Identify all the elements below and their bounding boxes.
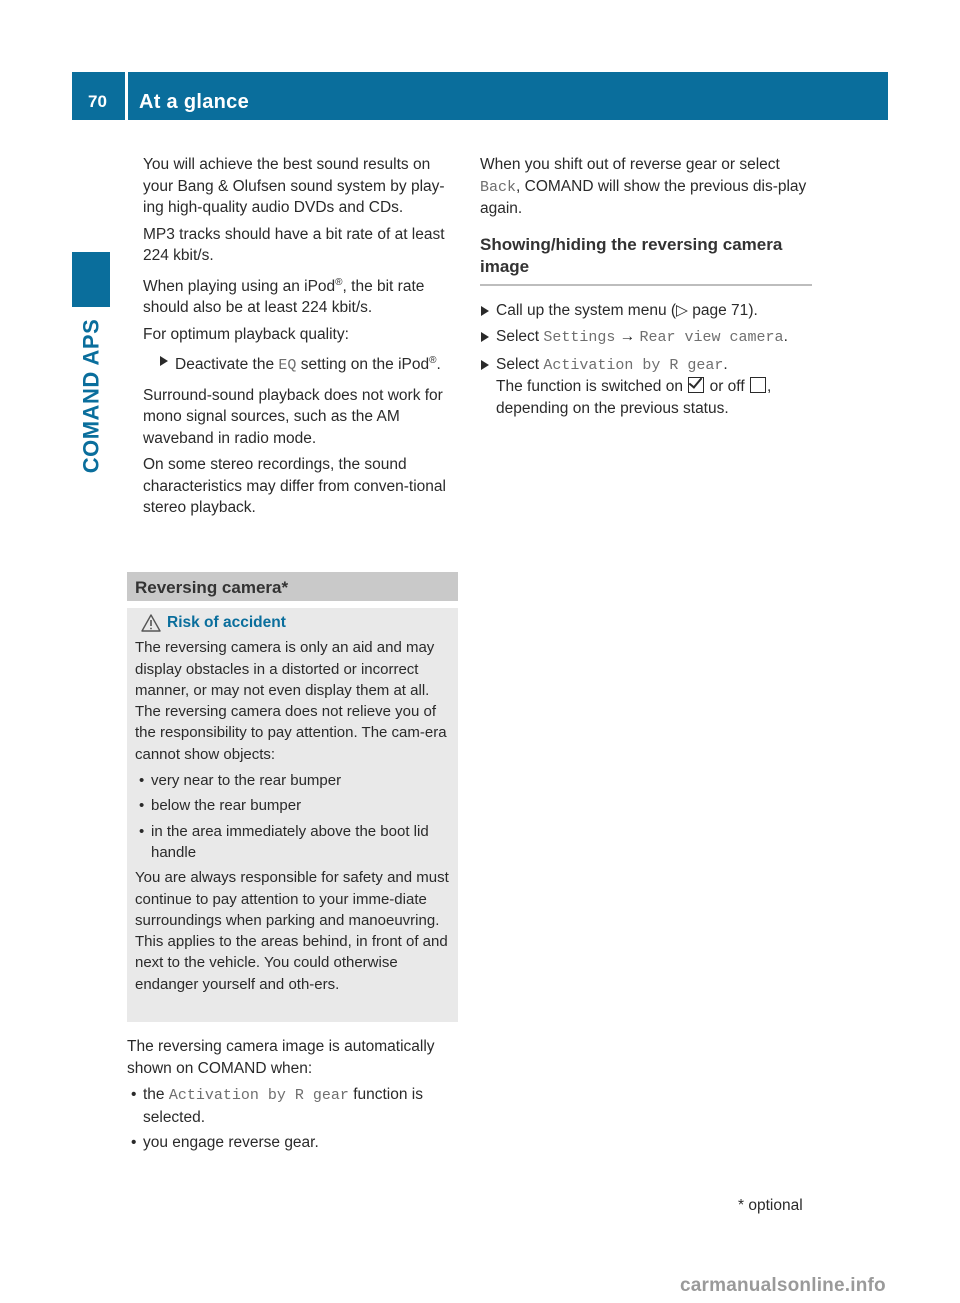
warning-text: You are always responsible for safety and must continue to pay attention to your imme-diate surroundings when parking and manoeuvring. This applies to the areas behind, in front of and next to the vehicle. You could otherwise endanger yourself and oth-ers. bbox=[135, 869, 449, 993]
page-reference: ▷ page 71 bbox=[676, 301, 749, 319]
paragraph: When playing using an iPod®, the bit rate should also be at least 224 kbit/s. bbox=[143, 276, 425, 317]
chapter-tab bbox=[72, 316, 110, 476]
instruction-step: Deactivate the EQ setting on the iPod®. bbox=[159, 350, 463, 377]
instruction-step: Select Activation by R gear. The function is switched on or off , depending on the previous status. bbox=[480, 354, 812, 420]
left-column-bottom bbox=[127, 1036, 462, 1158]
left-column bbox=[143, 154, 463, 524]
section-heading: Reversing camera* bbox=[127, 572, 458, 601]
list-item: • in the area immediately above the boot lid handle bbox=[135, 821, 451, 864]
list-item: • you engage reverse gear. bbox=[127, 1132, 462, 1154]
paragraph: You will achieve the best sound results on your Bang & Olufsen sound system by play-ing high-quality audio DVDs and CDs. bbox=[143, 156, 445, 216]
paragraph: The reversing camera image is automatically shown on COMAND when: bbox=[127, 1038, 435, 1077]
paragraph: Surround-sound playback does not work for mono signal sources, such as the AM waveband in radio mode. bbox=[143, 386, 443, 447]
list-item: • very near to the rear bumper bbox=[135, 770, 451, 791]
page-title: At a glance bbox=[139, 91, 249, 113]
paragraph: When you shift out of reverse gear or select Back, COMAND will show the previous dis-play again. bbox=[480, 156, 807, 217]
footnote: * optional bbox=[738, 1197, 803, 1214]
chapter-tab-marker bbox=[72, 252, 110, 307]
warning-text: The reversing camera is only an aid and may display obstacles in a distorted or incorrect manner, or may not even display them at all. The reversing camera does not relieve you of the responsibility to pay attention. The cam-era cannot show objects: bbox=[135, 639, 447, 763]
list-item: • the Activation by R gear function is selected. bbox=[127, 1084, 462, 1128]
header-divider bbox=[125, 72, 128, 120]
instruction-step: Call up the system menu (▷ page 71). bbox=[480, 300, 812, 322]
warning-box bbox=[127, 608, 458, 1022]
page-number: 70 bbox=[72, 72, 125, 120]
paragraph: On some stereo recordings, the sound characteristics may differ from conven-tional stereo playback. bbox=[143, 456, 446, 517]
chapter-tab-label: COMAND APS bbox=[78, 318, 104, 474]
right-column bbox=[480, 154, 812, 424]
subsection-heading: Showing/hiding the reversing camera image bbox=[480, 234, 812, 286]
paragraph: MP3 tracks should have a bit rate of at least 224 kbit/s. bbox=[143, 225, 445, 264]
list-item: • below the rear bumper bbox=[135, 795, 451, 816]
checkbox-empty-icon bbox=[750, 377, 766, 393]
instruction-step: Select Settings → Rear view camera. bbox=[480, 326, 812, 349]
warning-heading: Risk of accident bbox=[135, 612, 451, 633]
checkbox-checked-icon bbox=[688, 377, 704, 393]
warning-triangle-icon bbox=[141, 614, 161, 632]
paragraph: For optimum playback quality: bbox=[143, 325, 349, 343]
watermark: carmanualsonline.info bbox=[680, 1275, 886, 1296]
